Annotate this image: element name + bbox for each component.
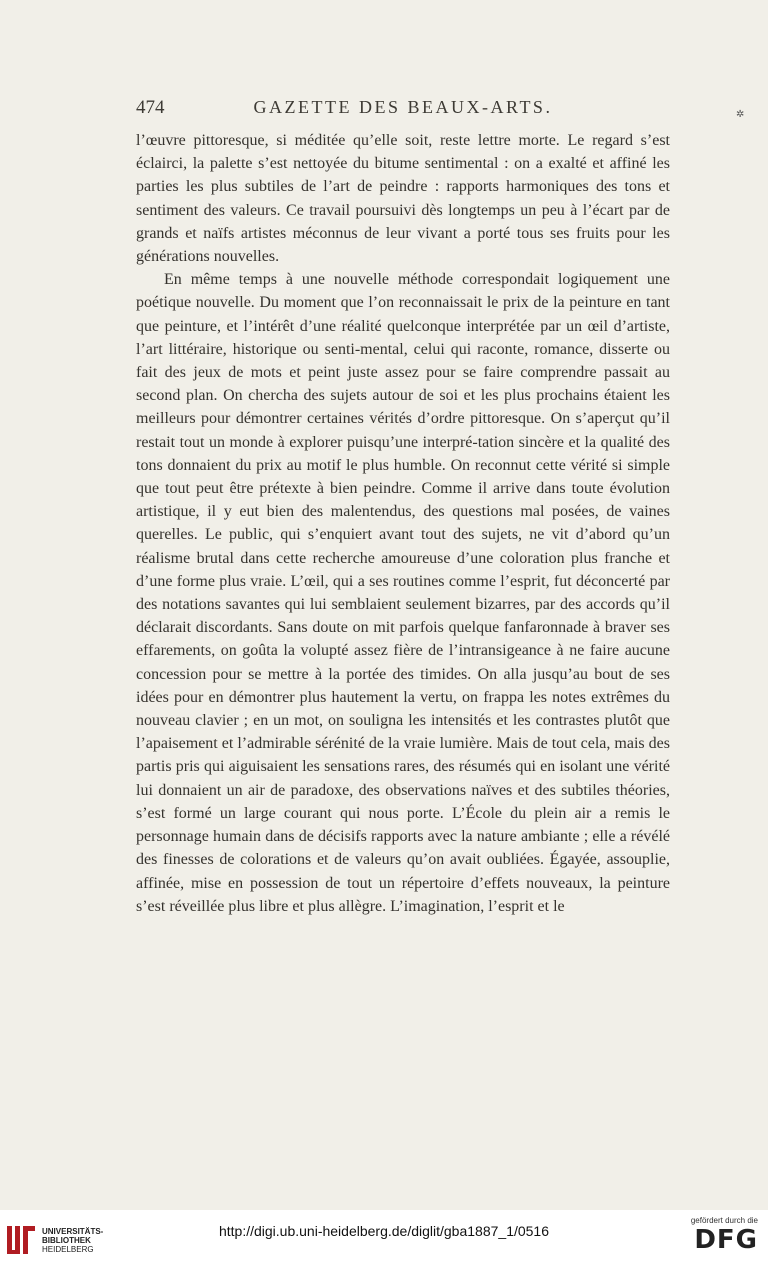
body-text [136, 129, 670, 918]
funder-caption: gefördert durch die [690, 1216, 758, 1225]
viewer-footer [0, 1210, 768, 1263]
permalink-url[interactable]: http://digi.ub.uni-heidelberg.de/diglit/gba1887_1/0516 [218, 1223, 550, 1239]
ornament-mark-icon: ✲ [736, 109, 745, 120]
page-header [136, 97, 670, 119]
funder-logo[interactable] [691, 1216, 758, 1255]
page-number: 474 [136, 97, 165, 118]
paragraph-2: En même temps à une nouvelle méthode correspondait logiquement une poétique nouvelle. Du moment que l’on reconnaissait le prix de la peinture en tant que peinture, et l’intérêt d’une réalité quelconque interprétée par un œil d’artiste, l’art littéraire, historique ou senti-mental, celui qui raconte, romance, disserte ou fait des jeux de mots et peint juste assez pour se faire comprendre passait au second plan. On chercha des sujets autour de soi et les plus prochains étaient les meilleurs pour démontrer certaines vérités d’ordre pittoresque. On s’aperçut qu’il restait tout un monde à explorer puisqu’une interpré-tation sincère et la qualité des tons donnaient du prix au motif le plus humble. On reconnut cette vérité si simple que tout peut être prétexte à bien peindre. Comme il arrive dans toute évolution artistique, il y eut bien des malentendus, des questions mal posées, de vaines querelles. Le public, qui s’enquiert avant tout des sujets, ne vit d’abord qu’un réalisme brutal dans cette recherche amoureuse d’une coloration plus franche et d’une forme plus vraie. L’œil, qui a ses routines comme l’esprit, fut déconcerté par des notations savantes qui lui semblaient seulement bizarres, par des accords qu’il déclarait discordants. Sans doute on mit parfois quelque fanfaronnade à braver ses effarements, on goûta la volupté assez fière de l’intransigeance à ne faire aucune concession pour se mettre à la portée des timides. On alla jusqu’au bout de ses idées pour en démontrer plus hautement la vertu, on frappa les notes extrêmes du nouveau clavier ; en un mot, on souligna les intensités et les contrastes plutôt que l’apaisement et l’admirable sérénité de la vraie lumière. Mais de tout cela, mais des partis pris qui aiguisaient les sensations rares, des résumés qui en isolant une vérité lui donnaient un air de paradoxe, des observations naïves et des subtiles théories, s’est formé un large courant qui nous porte. L’École du plein air a remis le personnage humain dans de décisifs rapports avec la nature ambiante ; elle a révélé des finesses de colorations et de valeurs qu’on avait oubliées. Égayée, assouplie, affinée, mise en possession de tout un répertoire d’effets nouveaux, la peinture s’est réveillée plus libre et plus allègre. L’imagination, l’esprit et le [136, 271, 670, 915]
running-title: GAZETTE DES BEAUX-ARTS. [253, 97, 553, 117]
dfg-logo: DFG [694, 1225, 758, 1255]
paragraph-1: l’œuvre pittoresque, si méditée qu’elle soit, reste lettre morte. Le regard s’est éclairci, la palette s’est nettoyée du bitume sentimental : on a exalté et affiné les parties les plus subtiles de l’art de peindre : rapports harmoniques des tons et sentiment des valeurs. Ce travail poursuivi dès longtemps un peu à l’écart par de grands et naïfs artistes méconnus de leur vivant a porté tous ses fruits pour les générations nouvelles. [136, 132, 670, 266]
library-name: UNIVERSITÄTS- BIBLIOTHEK HEIDELBERG [42, 1226, 104, 1254]
